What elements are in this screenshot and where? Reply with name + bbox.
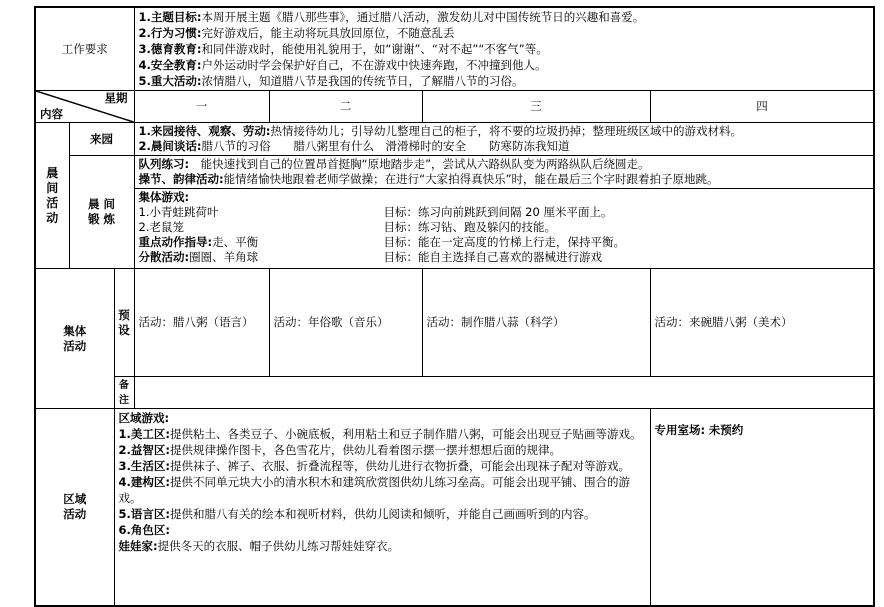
activity-day-1: 活动：腊八粥（语言）	[134, 269, 269, 377]
morning-label: 晨 间 活 动	[35, 123, 69, 269]
preset-label: 预 设	[114, 269, 134, 377]
area-item-6: 6.角色区:	[118, 523, 170, 537]
activity-day-3: 活动：制作腊八蒜（科学）	[422, 269, 650, 377]
area-item-3: 3.生活区:提供袜子、裤子、衣服、折叠流程等，供幼儿进行衣物折叠，可能会出现袜子配对等游戏。	[118, 459, 630, 473]
area-activity-label: 区域 活动	[35, 409, 114, 606]
area-item-7: 娃娃家:提供冬天的衣服、帽子供幼儿练习帮娃娃穿衣。	[118, 539, 400, 553]
weekly-plan-table	[34, 6, 875, 607]
game-row-2: 2.老鼠笼 目标：练习钻、跑及躲闪的技能。	[138, 220, 556, 234]
area-item-4: 4.建构区:提供不同单元块大小的清水积木和建筑欣赏图供幼儿练习垒高。可能会出现平铺、围合的游戏。	[118, 475, 630, 505]
note-label: 备 注	[114, 377, 134, 409]
work-req-item-3: 3.德育教育:和同伴游戏时，能使用礼貌用于，如“谢谢”、“对不起”“不客气”等。	[138, 42, 548, 56]
arrival-content: 1.来园接待、观察、劳动:热情接待幼儿；引导幼儿整理自己的柜子，将不要的垃圾扔掉；整理班级区域中的游戏材料。 2.晨间谈话:腊八节的习俗 腊八粥里有什么 滑滑梯时的安全 防寒防冻我知道	[134, 123, 874, 156]
key-action-row: 重点动作指导:走、平衡 目标：能在一定高度的竹梯上行走，保持平衡。	[138, 235, 625, 249]
group-activity-label: 集体 活动	[35, 269, 114, 409]
arrival-label: 来园	[69, 123, 134, 156]
day-1: 一	[134, 91, 269, 123]
split-activity-row: 分散活动:圈圈、羊角球 目标：能自主选择自己喜欢的器械进行游戏	[138, 250, 602, 264]
area-item-1: 1.美工区:提供粘土、各类豆子、小碗底板，利用粘土和豆子制作腊八粥，可能会出现豆子贴画等游戏。	[118, 427, 642, 441]
note-content	[134, 377, 874, 409]
day-4: 四	[650, 91, 874, 123]
work-req-item-1: 1.主题目标:本周开展主题《腊八那些事》，通过腊八活动，激发幼儿对中国传统节日的兴趣和喜爱。	[138, 10, 645, 24]
content-label: 内容	[40, 107, 63, 121]
week-content-header	[35, 91, 134, 123]
activity-day-4: 活动：来碗腊八粥（美术）	[650, 269, 874, 377]
work-req-item-2: 2.行为习惯:完好游戏后，能主动将玩具放回原位，不随意乱丢	[138, 26, 455, 40]
week-label: 星期	[104, 91, 128, 105]
special-room	[650, 409, 874, 606]
game-row-1: 1.小青蛙跳荷叶 目标：练习向前跳跃到间隔 20 厘米平面上。	[138, 205, 613, 219]
special-room-value: 未预约	[708, 423, 744, 437]
day-2: 二	[269, 91, 422, 123]
work-req-label: 工作要求	[35, 7, 134, 91]
activity-day-2: 活动：年俗歌（音乐）	[269, 269, 422, 377]
area-item-2: 2.益智区:提供规律操作图卡，各色雪花片，供幼儿看着图示摆一摆并想想后面的规律。	[118, 443, 561, 457]
exercise-routine: 队列练习: 能快速找到自己的位置昂首挺胸“原地踏步走”，尝试从六路纵队变为两路纵队后绕圆走。 操节、韵律活动:能情绪愉快地跟着老师学做操；在进行“大家拍得真快乐”时，能在最后三个字时跟着拍子原地跳。	[134, 156, 874, 189]
work-req-item-4: 4.安全教育:户外运动时学会保护好自己，不在游戏中快速奔跑，不冲撞到他人。	[138, 58, 547, 72]
exercise-label: 晨 间 锻 炼	[69, 156, 134, 269]
exercise-games: 集体游戏: 1.小青蛙跳荷叶 目标：练习向前跳跃到间隔 20 厘米平面上。 2.老鼠笼 目标：练习钻、跑及躲闪的技能。 重点动作指导:走、平衡 目标：能在一定高度的竹梯上行走，保持平衡。 分散活动:圈圈、羊角球 目标：能自主选择自己喜欢的器械进行游戏	[134, 189, 874, 269]
work-req-item-5: 5.重大活动:浓情腊八，知道腊八节是我国的传统节日，了解腊八节的习俗。	[138, 74, 524, 88]
work-req-content	[134, 7, 874, 91]
special-room-label: 专用室场:	[654, 423, 706, 437]
area-games: 区域游戏: 1.美工区:提供粘土、各类豆子、小碗底板，利用粘土和豆子制作腊八粥，可能会出现豆子贴画等游戏。 2.益智区:提供规律操作图卡，各色雪花片，供幼儿看着图示摆一摆并想想后面的规律。 3.生活区:提供袜子、裤子、衣服、折叠流程等，供幼儿进行衣物折叠，可能会出现袜子配对等游戏。 4.建构区:提供不同单元块大小的清水积木和建筑欣赏图供幼儿练习垒高。可能会出现平铺、围合的游戏。 5.语言区:提供和腊八有关的绘本和视听材料，供幼儿阅读和倾听，并能自己画画听到的内容。 6.角色区: 娃娃家:提供冬天的衣服、帽子供幼儿练习帮娃娃穿衣。	[114, 409, 650, 606]
cut-off-header-strip	[34, 0, 874, 5]
day-3: 三	[422, 91, 650, 123]
area-item-5: 5.语言区:提供和腊八有关的绘本和视听材料，供幼儿阅读和倾听，并能自己画画听到的内容。	[118, 507, 596, 521]
